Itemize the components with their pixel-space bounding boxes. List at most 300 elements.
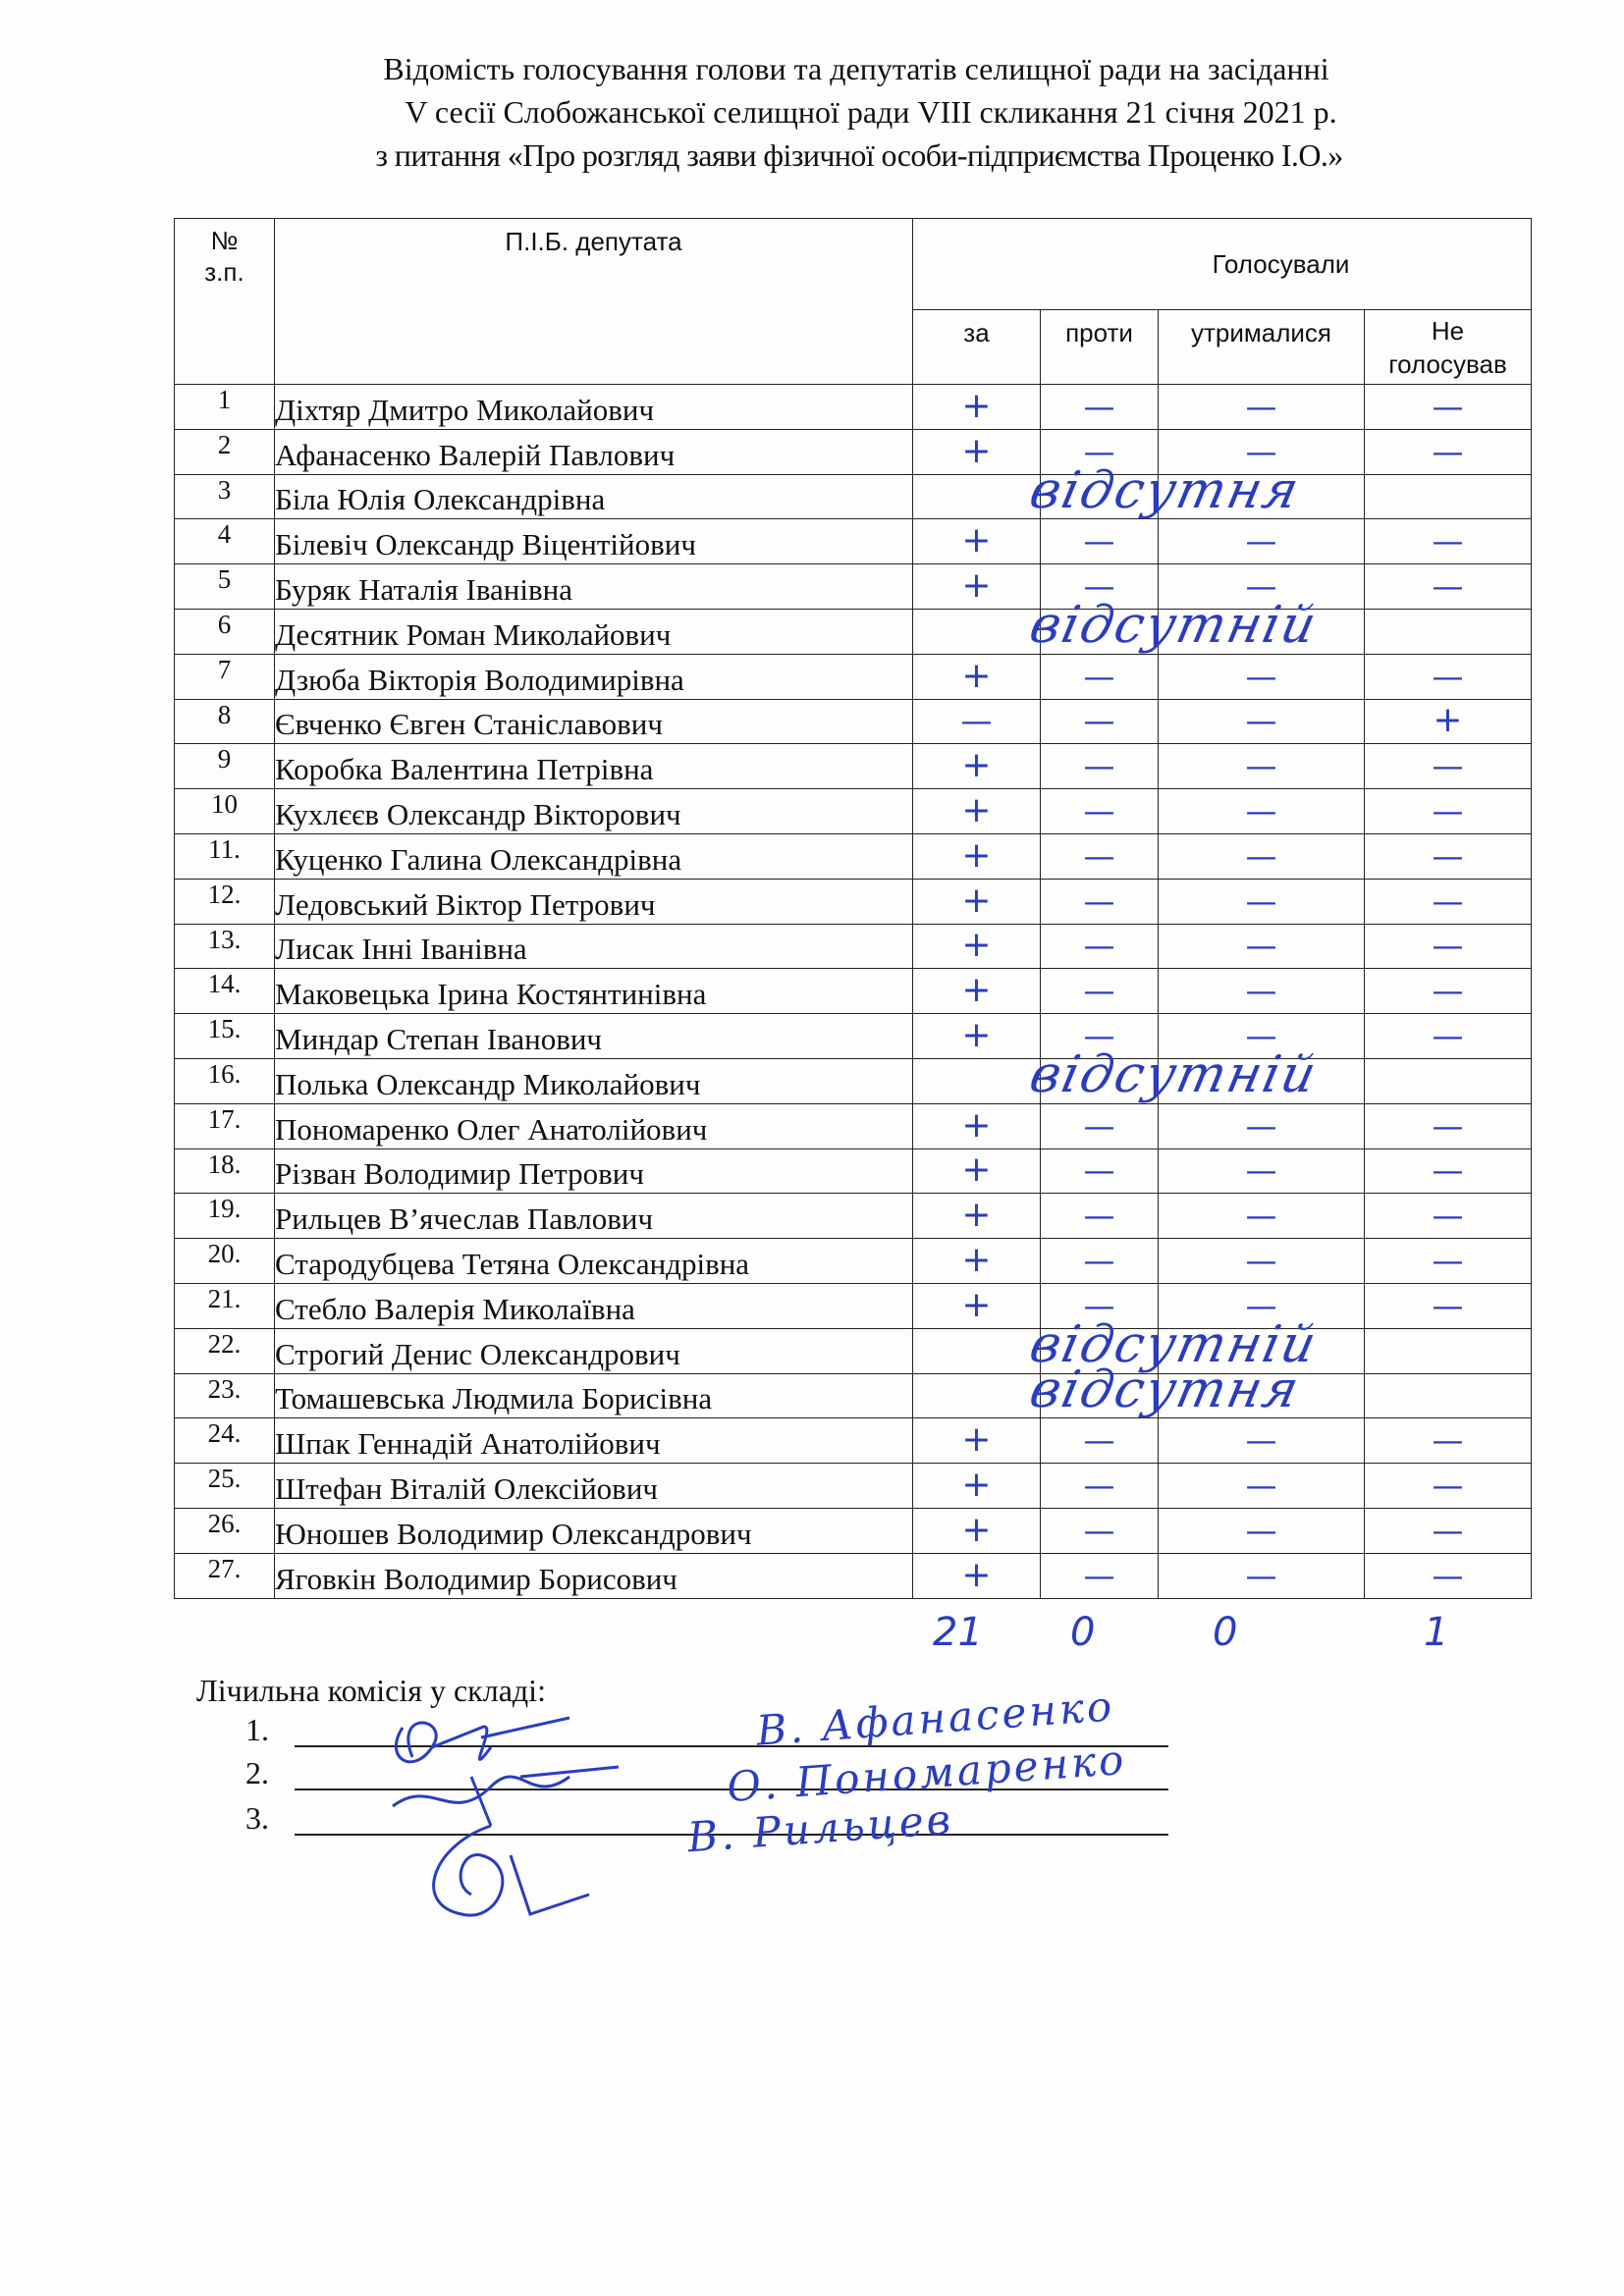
vote-cell-for (913, 969, 1041, 1014)
handwritten-dash-mark: — (1083, 881, 1115, 920)
deputy-name: Стародубцева Тетяна Олександрівна (275, 1239, 913, 1284)
handwritten-dash-mark: — (1083, 927, 1115, 965)
vote-cell-not-voted (1365, 879, 1532, 924)
row-number: 18. (175, 1148, 275, 1194)
deputy-name: Миндар Степан Іванович (275, 1014, 913, 1059)
handwritten-dash-mark: — (1432, 387, 1464, 425)
handwritten-dash-mark: — (1245, 881, 1277, 920)
row-number: 22. (175, 1328, 275, 1373)
table-row (175, 609, 1532, 654)
handwritten-dash-mark: — (1432, 1242, 1464, 1280)
row-number: 8 (175, 699, 275, 744)
handwritten-plus-mark: + (961, 655, 992, 696)
vote-cell-for (913, 1464, 1041, 1509)
handwritten-dash-mark: — (1245, 702, 1277, 740)
handwritten-dash-mark: — (1432, 1511, 1464, 1549)
header-name: П.І.Б. депутата (275, 219, 913, 385)
vote-cell-against (1041, 1418, 1159, 1464)
vote-cell-for (913, 1283, 1041, 1328)
handwritten-dash-mark: — (1432, 657, 1464, 695)
handwritten-dash-mark: — (960, 702, 993, 740)
handwritten-plus-mark: + (961, 1465, 992, 1506)
vote-cell-abstained (1159, 609, 1365, 654)
row-number: 4 (175, 519, 275, 564)
vote-cell-not-voted (1365, 1508, 1532, 1553)
commission-member-3 (245, 1800, 269, 1837)
vote-cell-against (1024, 460, 1306, 520)
handwritten-dash-mark: — (1245, 836, 1277, 875)
deputy-name: Буряк Наталія Іванівна (275, 564, 913, 610)
vote-cell-abstained (1159, 924, 1365, 969)
absent-note: відсутній (1024, 1314, 1324, 1374)
vote-cell-abstained (1159, 744, 1365, 789)
row-number: 10 (175, 789, 275, 834)
absent-note: відсутній (1024, 1044, 1324, 1104)
handwritten-plus-mark: + (961, 880, 992, 921)
table-row (175, 1373, 1532, 1418)
vote-cell-against (1041, 1508, 1159, 1553)
vote-cell-abstained (1159, 474, 1365, 519)
table-row (175, 1283, 1532, 1328)
row-number: 17. (175, 1103, 275, 1148)
voting-table (174, 218, 1532, 1599)
vote-cell-not-voted (1365, 1553, 1532, 1598)
vote-cell-abstained (1159, 1103, 1365, 1148)
handwritten-plus-mark: + (961, 430, 992, 471)
handwritten-dash-mark: — (1245, 657, 1277, 695)
vote-cell-against (1041, 1239, 1159, 1284)
handwritten-dash-mark: — (1245, 1106, 1277, 1145)
row-number: 3 (175, 474, 275, 519)
vote-cell-against (1041, 654, 1159, 699)
handwritten-dash-mark: — (1245, 1556, 1277, 1594)
vote-cell-not-voted (1365, 699, 1532, 744)
vote-cell-not-voted (1365, 969, 1532, 1014)
header-voted: Голосували (913, 219, 1532, 310)
handwritten-dash-mark: — (1245, 1197, 1277, 1235)
handwritten-dash-mark: — (1432, 522, 1464, 561)
table-row (175, 744, 1532, 789)
commission-label: Лічильна комісія у складі: (196, 1673, 546, 1708)
vote-cell-abstained (1159, 1373, 1365, 1418)
handwritten-dash-mark: — (1245, 1421, 1277, 1460)
header-not-voted: Не голосував (1365, 310, 1532, 385)
handwritten-dash-mark: — (1245, 1017, 1277, 1055)
vote-cell-for (913, 1103, 1041, 1148)
vote-cell-for (913, 474, 1041, 519)
vote-cell-for (913, 1148, 1041, 1194)
vote-cell-against (1041, 789, 1159, 834)
vote-cell-abstained (1159, 1418, 1365, 1464)
deputy-name: Лисак Інні Іванівна (275, 924, 913, 969)
vote-cell-against (1041, 1464, 1159, 1509)
vote-cell-for (913, 744, 1041, 789)
handwritten-dash-mark: — (1432, 1556, 1464, 1594)
vote-cell-abstained (1159, 1194, 1365, 1239)
vote-cell-for (913, 1194, 1041, 1239)
absent-note: відсутня (1024, 460, 1306, 520)
row-number: 2 (175, 429, 275, 474)
deputy-name: Кухлєєв Олександр Вікторович (275, 789, 913, 834)
vote-cell-not-voted (1365, 474, 1532, 519)
table-row (175, 699, 1532, 744)
table-row (175, 1464, 1532, 1509)
deputy-name: Стебло Валерія Миколаївна (275, 1283, 913, 1328)
table-row (175, 1508, 1532, 1553)
handwritten-plus-mark: + (961, 1284, 992, 1325)
handwritten-dash-mark: — (1083, 1511, 1115, 1549)
vote-cell-not-voted (1365, 1418, 1532, 1464)
handwritten-dash-mark: — (1432, 1421, 1464, 1460)
vote-cell-against (1041, 1148, 1159, 1194)
deputy-name: Коробка Валентина Петрівна (275, 744, 913, 789)
vote-cell-not-voted (1365, 1328, 1532, 1373)
deputy-name: Яговкін Володимир Борисович (275, 1553, 913, 1598)
row-number: 27. (175, 1553, 275, 1598)
table-row (175, 1194, 1532, 1239)
deputy-name: Діхтяр Дмитро Миколайович (275, 385, 913, 430)
deputy-name: Томашевська Людмила Борисівна (275, 1373, 913, 1418)
handwritten-dash-mark: — (1083, 836, 1115, 875)
row-number: 14. (175, 969, 275, 1014)
table-row (175, 1103, 1532, 1148)
signature-name-2: О. Пономаренко (725, 1735, 1128, 1812)
commission-member-1 (245, 1712, 269, 1748)
handwritten-plus-mark: + (961, 1419, 992, 1461)
table-row (175, 429, 1532, 474)
deputy-name: Ледовський Віктор Петрович (275, 879, 913, 924)
handwritten-dash-mark: — (1083, 972, 1115, 1010)
title-line-3: з питання «Про розгляд заяви фізичної особи-підприємства Проценко І.О.» (375, 137, 1343, 173)
vote-cell-against (1041, 1553, 1159, 1598)
vote-cell-abstained (1159, 789, 1365, 834)
handwritten-dash-mark: — (1083, 1286, 1115, 1324)
row-number: 21. (175, 1283, 275, 1328)
table-row (175, 519, 1532, 564)
total-against: 0 (1070, 1610, 1096, 1655)
handwritten-signatures (373, 1688, 668, 1944)
handwritten-dash-mark: — (1245, 747, 1277, 785)
handwritten-plus-mark: + (961, 565, 992, 607)
handwritten-plus-mark: + (961, 1104, 992, 1146)
handwritten-plus-mark: + (961, 1509, 992, 1550)
deputy-name: Юношев Володимир Олександрович (275, 1508, 913, 1553)
table-row (175, 924, 1532, 969)
vote-cell-not-voted (1365, 609, 1532, 654)
deputy-name: Штефан Віталій Олексійович (275, 1464, 913, 1509)
handwritten-dash-mark: — (1245, 1467, 1277, 1505)
commission-member-number: 2. (245, 1755, 269, 1790)
table-row (175, 385, 1532, 430)
vote-cell-not-voted (1365, 1283, 1532, 1328)
vote-cell-against (1024, 1044, 1324, 1104)
handwritten-dash-mark: — (1245, 927, 1277, 965)
row-number: 23. (175, 1373, 275, 1418)
vote-cell-for (913, 609, 1041, 654)
vote-cell-for (913, 699, 1041, 744)
row-number: 25. (175, 1464, 275, 1509)
handwritten-dash-mark: — (1432, 972, 1464, 1010)
header-against: проти (1041, 310, 1159, 385)
vote-cell-not-voted (1365, 1373, 1532, 1418)
vote-cell-for (913, 879, 1041, 924)
handwritten-dash-mark: — (1083, 1106, 1115, 1145)
handwritten-dash-mark: — (1245, 522, 1277, 561)
handwritten-dash-mark: — (1083, 522, 1115, 561)
voting-table-body (175, 385, 1532, 1599)
vote-cell-for (913, 654, 1041, 699)
handwritten-dash-mark: — (1083, 1151, 1115, 1190)
handwritten-dash-mark: — (1432, 836, 1464, 875)
handwritten-dash-mark: — (1245, 387, 1277, 425)
handwritten-plus-mark: + (961, 790, 992, 831)
handwritten-dash-mark: — (1432, 1467, 1464, 1505)
deputy-name: Десятник Роман Миколайович (275, 609, 913, 654)
deputy-name: Афанасенко Валерій Павлович (275, 429, 913, 474)
vote-cell-against (1041, 833, 1159, 879)
vote-cell-against (1041, 385, 1159, 430)
table-row (175, 789, 1532, 834)
row-number: 19. (175, 1194, 275, 1239)
table-row (175, 833, 1532, 879)
vote-cell-against (1041, 744, 1159, 789)
handwritten-plus-mark: + (1433, 700, 1463, 741)
total-for: 21 (933, 1610, 983, 1655)
vote-cell-for (913, 924, 1041, 969)
table-row (175, 1239, 1532, 1284)
vote-cell-not-voted (1365, 654, 1532, 699)
handwritten-dash-mark: — (1432, 432, 1464, 470)
header-abstained: утрималися (1159, 310, 1365, 385)
total-not-voted: 1 (1424, 1610, 1449, 1655)
table-row (175, 1014, 1532, 1059)
handwritten-plus-mark: + (961, 745, 992, 786)
vote-cell-abstained (1159, 969, 1365, 1014)
commission-member-2 (245, 1755, 269, 1791)
total-abstained: 0 (1213, 1610, 1238, 1655)
signature-stroke-1 (396, 1718, 569, 1762)
vote-cell-not-voted (1365, 833, 1532, 879)
handwritten-dash-mark: — (1083, 387, 1115, 425)
vote-cell-for (913, 1014, 1041, 1059)
vote-cell-abstained (1159, 1464, 1365, 1509)
vote-cell-against (1041, 924, 1159, 969)
vote-cell-for (913, 429, 1041, 474)
handwritten-dash-mark: — (1432, 1106, 1464, 1145)
title-line-2: V сесії Слобожанської селищної ради VIII скликання 21 січня 2021 р. (405, 94, 1337, 130)
deputy-name: Пономаренко Олег Анатолійович (275, 1103, 913, 1148)
handwritten-plus-mark: + (961, 520, 992, 561)
vote-cell-not-voted (1365, 924, 1532, 969)
vote-cell-for (913, 1058, 1041, 1103)
vote-cell-abstained (1159, 1058, 1365, 1103)
handwritten-dash-mark: — (1083, 702, 1115, 740)
handwritten-dash-mark: — (1083, 1242, 1115, 1280)
vote-cell-not-voted (1365, 1239, 1532, 1284)
vote-cell-not-voted (1365, 1103, 1532, 1148)
deputy-name: Білевіч Олександр Віцентійович (275, 519, 913, 564)
handwritten-plus-mark: + (961, 1149, 992, 1191)
vote-cell-against (1024, 595, 1324, 655)
handwritten-dash-mark: — (1245, 432, 1277, 470)
vote-cell-not-voted (1365, 789, 1532, 834)
header-for: за (913, 310, 1041, 385)
vote-cell-not-voted (1365, 744, 1532, 789)
row-number: 11. (175, 833, 275, 879)
vote-cell-not-voted (1365, 429, 1532, 474)
deputy-name: Маковецька Ірина Костянтинівна (275, 969, 913, 1014)
handwritten-dash-mark: — (1432, 1286, 1464, 1324)
vote-cell-against (1041, 519, 1159, 564)
handwritten-plus-mark: + (961, 925, 992, 966)
vote-cell-for (913, 564, 1041, 610)
vote-cell-abstained (1159, 385, 1365, 430)
signature-name-3: В. Рильцев (685, 1794, 955, 1862)
handwritten-dash-mark: — (1432, 1197, 1464, 1235)
table-row (175, 1058, 1532, 1103)
deputy-name: Строгий Денис Олександрович (275, 1328, 913, 1373)
handwritten-dash-mark: — (1245, 1286, 1277, 1324)
vote-cell-against (1041, 1194, 1159, 1239)
handwritten-plus-mark: + (961, 970, 992, 1011)
absent-note: відсутня (1024, 1360, 1306, 1419)
table-row (175, 1418, 1532, 1464)
signature-stroke-2 (393, 1767, 619, 1826)
handwritten-dash-mark: — (1083, 567, 1115, 606)
signature-stroke-3 (434, 1826, 589, 1915)
vote-cell-for (913, 1328, 1041, 1373)
row-number: 20. (175, 1239, 275, 1284)
vote-cell-not-voted (1365, 1464, 1532, 1509)
handwritten-dash-mark: — (1432, 927, 1464, 965)
vote-cell-against (1024, 1360, 1306, 1419)
vote-cell-abstained (1159, 1239, 1365, 1284)
vote-cell-abstained (1159, 1553, 1365, 1598)
table-row (175, 879, 1532, 924)
handwritten-plus-mark: + (961, 834, 992, 876)
vote-cell-for (913, 519, 1041, 564)
row-number: 7 (175, 654, 275, 699)
vote-cell-abstained (1159, 1148, 1365, 1194)
header-number: № з.п. (175, 219, 275, 385)
row-number: 12. (175, 879, 275, 924)
handwritten-dash-mark: — (1083, 1197, 1115, 1235)
deputy-name: Куценко Галина Олександрівна (275, 833, 913, 879)
vote-cell-abstained (1159, 833, 1365, 879)
handwritten-dash-mark: — (1432, 747, 1464, 785)
table-row (175, 1148, 1532, 1194)
handwritten-dash-mark: — (1432, 1017, 1464, 1055)
title-line-1: Відомість голосування голови та депутатів селищної ради на засіданні (383, 51, 1329, 86)
vote-cell-not-voted (1365, 1194, 1532, 1239)
row-number: 9 (175, 744, 275, 789)
deputy-name: Шпак Геннадій Анатолійович (275, 1418, 913, 1464)
deputy-name: Полька Олександр Миколайович (275, 1058, 913, 1103)
row-number: 6 (175, 609, 275, 654)
vote-cell-against (1041, 879, 1159, 924)
vote-cell-abstained (1159, 879, 1365, 924)
vote-cell-against (1041, 969, 1159, 1014)
commission-member-number: 3. (245, 1800, 269, 1836)
table-row (175, 654, 1532, 699)
vote-cell-for (913, 1239, 1041, 1284)
commission-member-number: 1. (245, 1712, 269, 1747)
vote-cell-against (1041, 1103, 1159, 1148)
table-row (175, 1328, 1532, 1373)
row-number: 1 (175, 385, 275, 430)
handwritten-plus-mark: + (961, 1015, 992, 1056)
vote-cell-for (913, 385, 1041, 430)
handwritten-plus-mark: + (961, 385, 992, 426)
row-number: 15. (175, 1014, 275, 1059)
vote-cell-for (913, 1508, 1041, 1553)
handwritten-dash-mark: — (1083, 432, 1115, 470)
table-row (175, 1553, 1532, 1598)
deputy-name: Євченко Євген Станіславович (275, 699, 913, 744)
handwritten-dash-mark: — (1083, 792, 1115, 830)
vote-cell-not-voted (1365, 1058, 1532, 1103)
row-number: 26. (175, 1508, 275, 1553)
vote-cell-for (913, 1373, 1041, 1418)
row-number: 16. (175, 1058, 275, 1103)
handwritten-dash-mark: — (1432, 1151, 1464, 1190)
signature-name-1: В. Афанасенко (754, 1682, 1116, 1755)
vote-cell-for (913, 1553, 1041, 1598)
vote-cell-not-voted (1365, 519, 1532, 564)
vote-cell-not-voted (1365, 385, 1532, 430)
handwritten-dash-mark: — (1245, 792, 1277, 830)
handwritten-dash-mark: — (1083, 1017, 1115, 1055)
table-row (175, 969, 1532, 1014)
deputy-name: Різван Володимир Петрович (275, 1148, 913, 1194)
handwritten-plus-mark: + (961, 1554, 992, 1595)
row-number: 13. (175, 924, 275, 969)
table-row (175, 474, 1532, 519)
vote-cell-not-voted (1365, 1148, 1532, 1194)
vote-cell-not-voted (1365, 564, 1532, 610)
vote-cell-for (913, 789, 1041, 834)
handwritten-plus-mark: + (961, 1240, 992, 1281)
deputy-name: Рильцев В’ячеслав Павлович (275, 1194, 913, 1239)
handwritten-dash-mark: — (1245, 1242, 1277, 1280)
handwritten-dash-mark: — (1245, 972, 1277, 1010)
handwritten-dash-mark: — (1083, 657, 1115, 695)
vote-cell-abstained (1159, 1508, 1365, 1553)
row-number: 24. (175, 1418, 275, 1464)
handwritten-dash-mark: — (1432, 792, 1464, 830)
handwritten-dash-mark: — (1245, 567, 1277, 606)
handwritten-dash-mark: — (1083, 1556, 1115, 1594)
vote-cell-for (913, 1418, 1041, 1464)
vote-cell-abstained (1159, 654, 1365, 699)
vote-cell-abstained (1159, 699, 1365, 744)
handwritten-dash-mark: — (1245, 1151, 1277, 1190)
deputy-name: Біла Юлія Олександрівна (275, 474, 913, 519)
handwritten-dash-mark: — (1432, 567, 1464, 606)
row-number: 5 (175, 564, 275, 610)
handwritten-plus-mark: + (961, 1195, 992, 1236)
table-row (175, 564, 1532, 610)
deputy-name: Дзюба Вікторія Володимирівна (275, 654, 913, 699)
vote-cell-abstained (1159, 519, 1365, 564)
vote-cell-against (1041, 699, 1159, 744)
handwritten-dash-mark: — (1083, 1467, 1115, 1505)
absent-note: відсутній (1024, 595, 1324, 655)
handwritten-dash-mark: — (1432, 881, 1464, 920)
handwritten-dash-mark: — (1245, 1511, 1277, 1549)
vote-cell-not-voted (1365, 1014, 1532, 1059)
handwritten-dash-mark: — (1083, 1421, 1115, 1460)
